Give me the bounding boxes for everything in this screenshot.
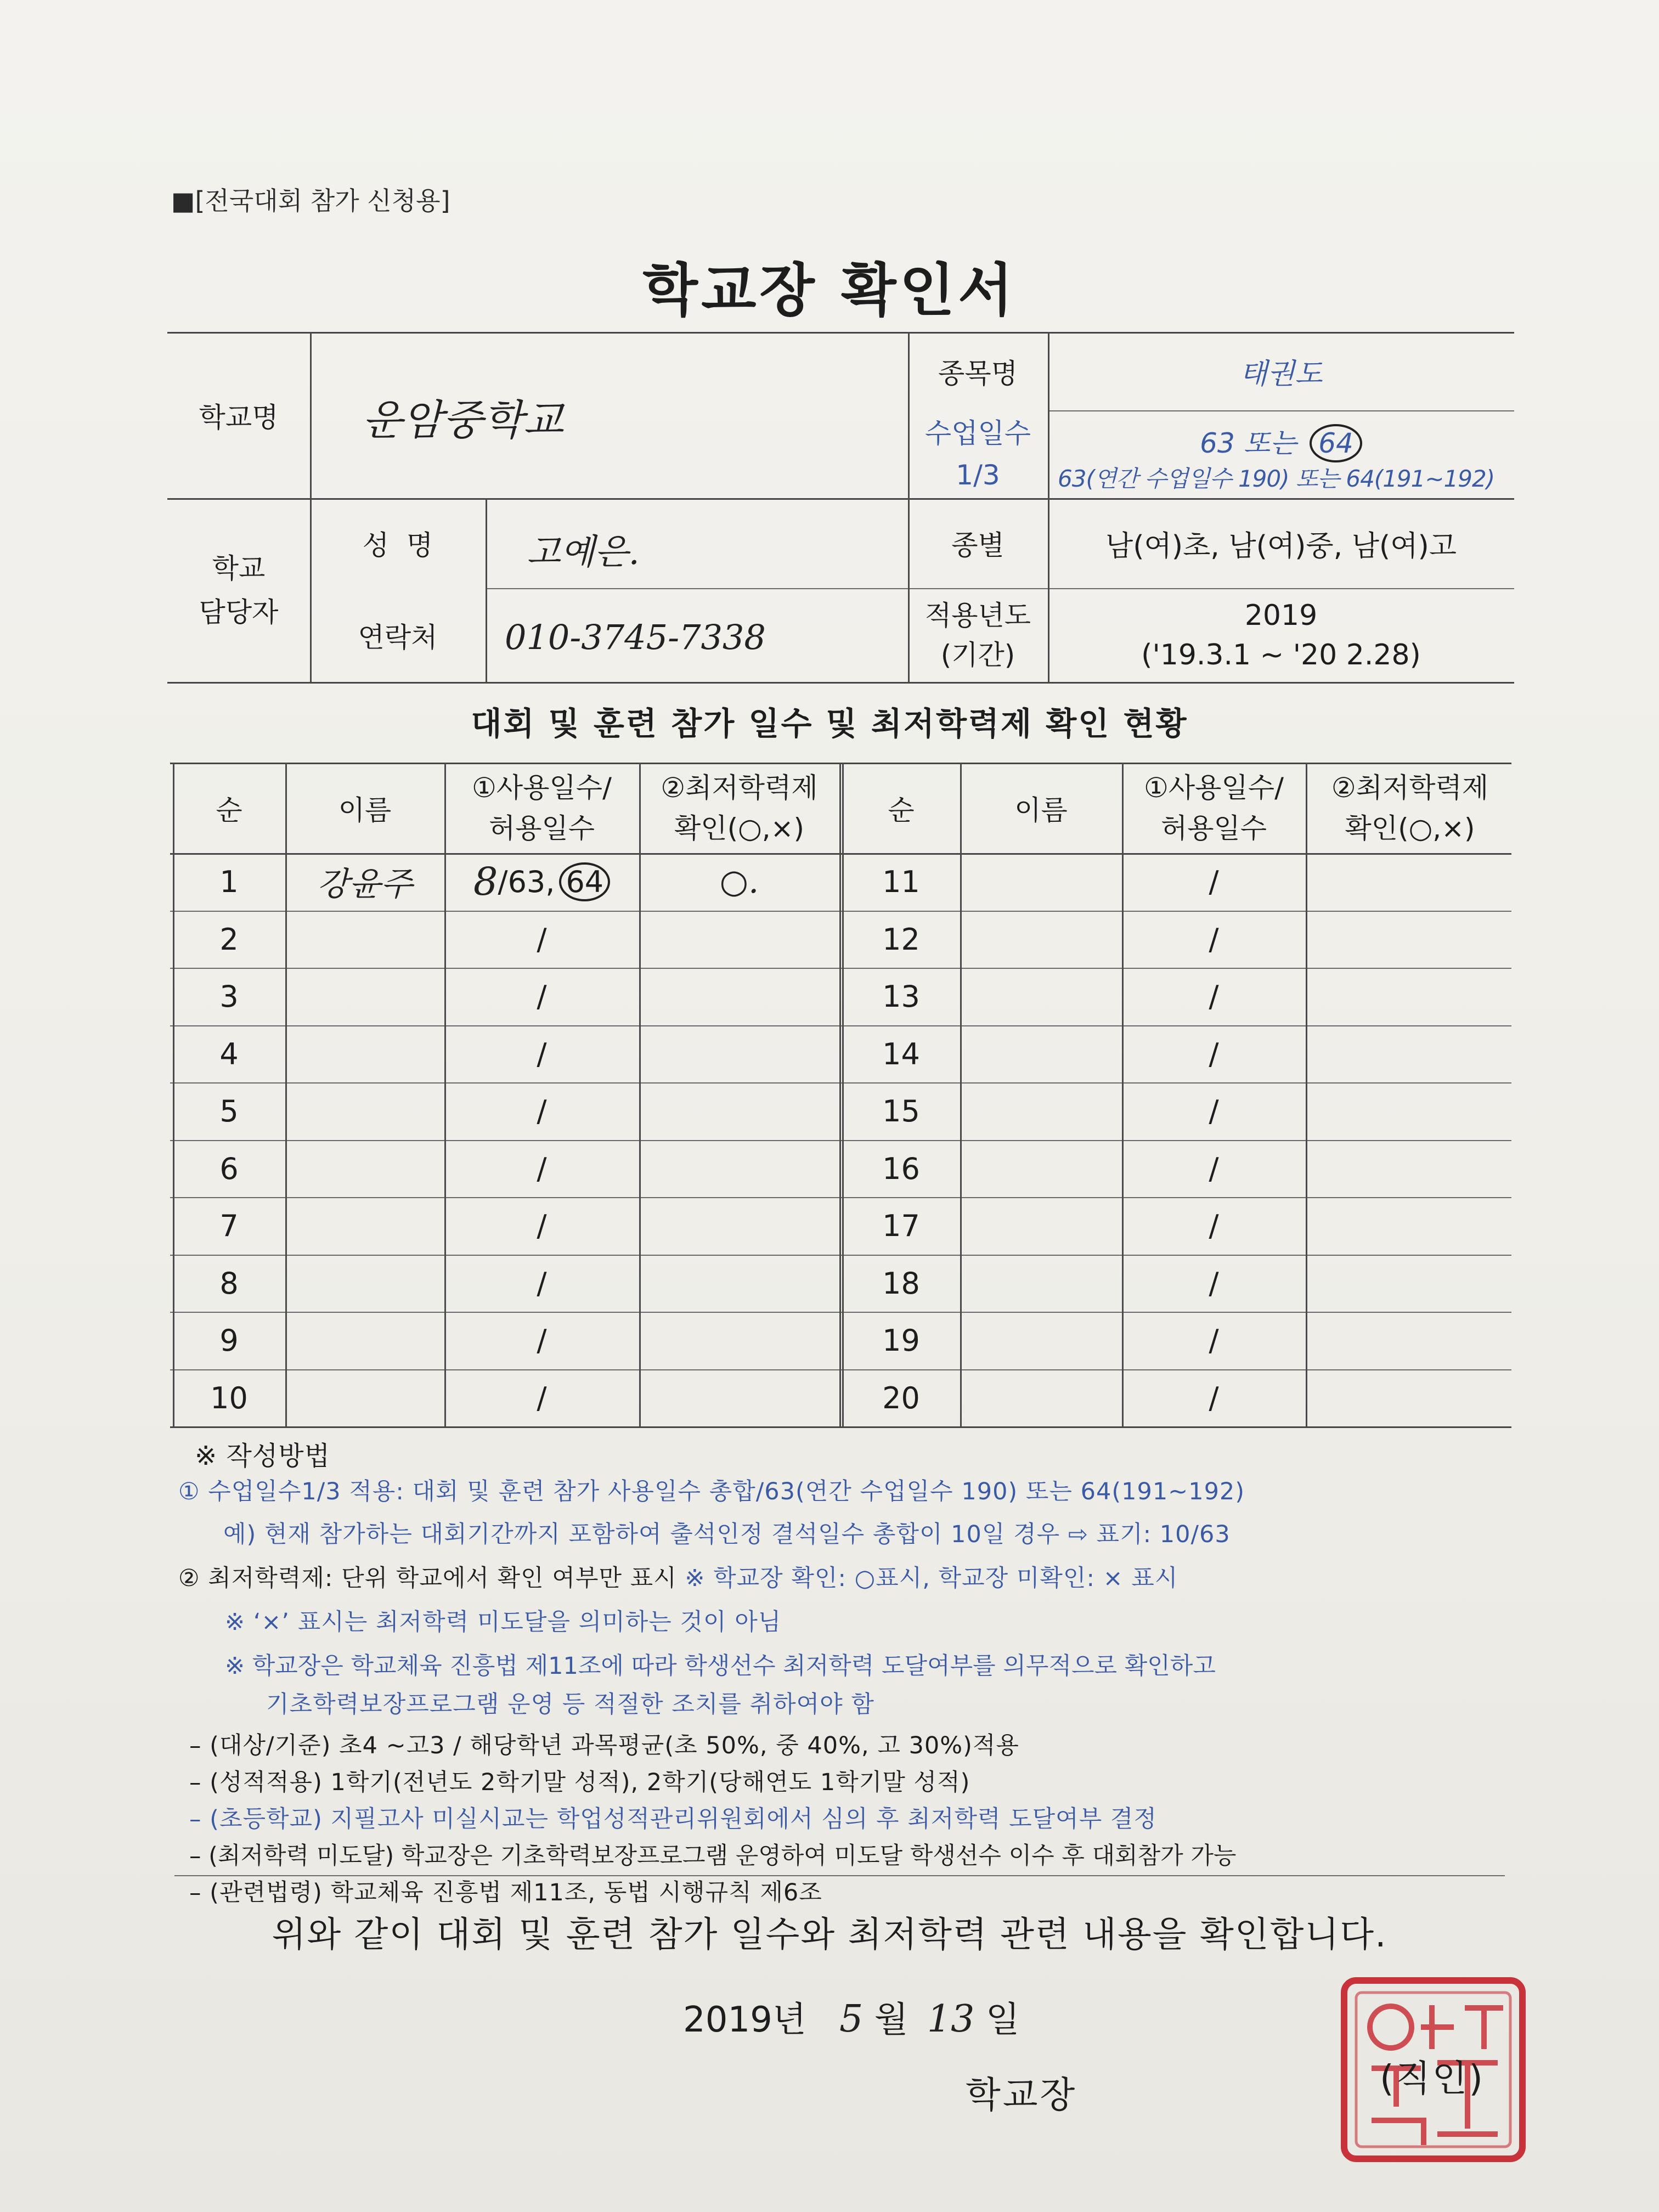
row-13-usage: / — [1209, 979, 1219, 1014]
row-1-allowed-days: /63, — [498, 864, 555, 899]
principal-label: 학교장 — [966, 2074, 1077, 2116]
row-9-name — [285, 1312, 444, 1369]
row-3-usage: / — [537, 979, 547, 1014]
row-17-name — [960, 1197, 1122, 1255]
row-7-name — [285, 1197, 444, 1255]
period-range: ('19.3.1 ~ '20 2.28) — [1141, 638, 1421, 672]
row-3-check — [639, 968, 839, 1025]
period-year: 2019 — [1244, 599, 1318, 632]
row-8-usage: / — [537, 1266, 547, 1301]
date-month-label: 월 — [874, 2000, 909, 2040]
row-7-check — [639, 1197, 839, 1255]
row-8-name — [285, 1255, 444, 1312]
row-6-usage: / — [537, 1152, 547, 1186]
table-column-rule — [839, 763, 841, 1426]
row-2-usage: / — [537, 922, 547, 957]
school-days-label-line2: 1/3 — [956, 459, 1000, 491]
row-12-usage: / — [1209, 922, 1219, 957]
row-11-usage: / — [1209, 865, 1219, 899]
row-6-no: 6 — [219, 1152, 239, 1186]
row-6-name — [285, 1140, 444, 1198]
note-line-1: ① 수업일수1/3 적용: 대회 및 훈련 참가 사용일수 총합/63(연간 수업일수 190) 또는 64(191~192) — [178, 1478, 1245, 1505]
row-14-no: 14 — [882, 1037, 920, 1071]
note-line-3 — [178, 1560, 1178, 1593]
period-label — [908, 588, 1048, 682]
contact-group-label — [167, 498, 310, 682]
row-20-usage: / — [1209, 1381, 1219, 1415]
contact-group-label-line1: 학교 — [212, 552, 266, 584]
notes-heading: ※ 작성방법 — [195, 1441, 330, 1471]
note-line-4: ※ ‘×’ 표시는 최저학력 미도달을 의미하는 것이 아님 — [225, 1609, 782, 1636]
row-5-check — [639, 1082, 839, 1140]
header-min-academic-right-line1: ②최저학력제 — [1331, 771, 1489, 804]
row-16-check — [1306, 1140, 1514, 1198]
school-days-circled-64: 64 — [1310, 424, 1362, 462]
row-3-name — [285, 968, 444, 1025]
row-16-name — [960, 1140, 1122, 1198]
row-9-usage: / — [537, 1323, 547, 1358]
header-name-right: 이름 — [1014, 794, 1068, 826]
document-title: 학교장 확인서 — [642, 257, 1017, 324]
row-1-name: 강윤주 — [317, 865, 413, 904]
header-tag: ■[전국대회 참가 신청용] — [171, 186, 450, 216]
school-days-value — [1048, 410, 1514, 498]
section-title: 대회 및 훈련 참가 일수 및 최저학력제 확인 현황 — [471, 705, 1188, 742]
row-17-check — [1306, 1197, 1514, 1255]
row-20-name — [960, 1369, 1122, 1427]
row-19-usage: / — [1209, 1323, 1219, 1358]
row-20-check — [1306, 1369, 1514, 1427]
row-19-check — [1306, 1312, 1514, 1369]
row-15-name — [960, 1082, 1122, 1140]
row-5-name — [285, 1082, 444, 1140]
note-line-3-marks: ※ 학교장 확인: ○표시, 학교장 미확인: × 표시 — [685, 1565, 1178, 1592]
row-8-check — [639, 1255, 839, 1312]
row-15-usage: / — [1209, 1094, 1219, 1128]
row-1-circled-64: 64 — [559, 862, 610, 901]
row-9-check — [639, 1312, 839, 1369]
notes-section — [178, 1435, 1517, 1906]
row-9-no: 9 — [219, 1323, 239, 1358]
header-no: 순 — [216, 794, 242, 826]
notes-divider — [174, 1875, 1505, 1876]
row-12-check — [1306, 911, 1514, 968]
row-7-no: 7 — [219, 1209, 239, 1243]
row-16-no: 16 — [882, 1152, 920, 1186]
gender-value: 남(여)초, 남(여)중, 남(여)고 — [1105, 529, 1457, 563]
row-16-usage: / — [1209, 1152, 1219, 1186]
row-20-no: 20 — [882, 1381, 920, 1415]
row-4-usage: / — [537, 1037, 547, 1071]
row-15-check — [1306, 1082, 1514, 1140]
row-3-no: 3 — [219, 979, 239, 1014]
header-min-academic-right-line2: 확인(○,×) — [1345, 812, 1475, 844]
event-label: 종목명 — [938, 357, 1018, 390]
person-name-label: 성 명 — [362, 529, 433, 561]
event-value: 태권도 — [1239, 358, 1323, 391]
header-usage-days-right — [1122, 763, 1306, 853]
row-5-usage: / — [537, 1094, 547, 1128]
row-2-no: 2 — [219, 922, 239, 957]
row-14-check — [1306, 1025, 1514, 1083]
header-name: 이름 — [338, 794, 392, 826]
header-min-academic-line1: ②최저학력제 — [661, 771, 818, 804]
school-days-label-line1: 수업일수 — [924, 417, 1031, 449]
note-line-5: ※ 학교장은 학교체육 진흥법 제11조에 따라 학생선수 최저학력 도달여부를 의무적으로 확인하고 — [225, 1652, 1216, 1680]
confirmation-text: 위와 같이 대회 및 훈련 참가 일수와 최저학력 관련 내용을 확인합니다. — [272, 1915, 1387, 1955]
phone-label: 연락처 — [358, 621, 438, 653]
row-13-no: 13 — [882, 979, 920, 1014]
seal-label: (직인) — [1380, 2057, 1485, 2100]
row-4-no: 4 — [219, 1037, 239, 1071]
row-18-no: 18 — [882, 1266, 920, 1301]
row-10-usage: / — [537, 1381, 547, 1415]
row-10-no: 10 — [210, 1381, 248, 1415]
school-days-option-text: 63 또는 — [1200, 427, 1297, 459]
issue-date — [683, 1991, 1020, 2042]
header-usage-line1: ①사용일수/ — [472, 771, 612, 804]
school-days-label — [908, 410, 1048, 498]
note-line-8: – (성적적용) 1학기(전년도 2학기말 성적), 2학기(당해연도 1학기말 성적) — [189, 1769, 970, 1796]
date-year: 2019년 — [683, 2000, 806, 2040]
school-name-value: 운암중학교 — [362, 396, 564, 444]
note-line-7: – (대상/기준) 초4 ~고3 / 해당학년 과목평균(초 50%, 중 40%, 고 30%)적용 — [189, 1732, 1019, 1759]
row-10-name — [285, 1369, 444, 1427]
row-11-no: 11 — [882, 865, 920, 899]
row-17-no: 17 — [882, 1209, 920, 1243]
date-day-label: 일 — [985, 2000, 1020, 2040]
person-name-value: 고예은. — [527, 532, 640, 573]
header-min-academic — [639, 763, 839, 853]
note-line-11: – (관련법령) 학교체육 진흥법 제11조, 동법 시행규칙 제6조 — [189, 1879, 822, 1906]
date-month-value: 5 — [839, 1997, 864, 2041]
row-12-no: 12 — [882, 922, 920, 957]
phone-value: 010-3745-7338 — [505, 617, 766, 657]
header-usage-days — [444, 763, 639, 853]
row-11-name — [960, 853, 1122, 911]
row-18-usage: / — [1209, 1266, 1219, 1301]
row-14-usage: / — [1209, 1037, 1219, 1071]
school-days-formula: 63(연간 수업일수 190) 또는 64(191~192) — [1058, 465, 1495, 492]
row-6-check — [639, 1140, 839, 1198]
row-8-no: 8 — [219, 1266, 239, 1301]
note-line-10: – (최저학력 미도달) 학교장은 기초학력보장프로그램 운영하여 미도달 학생선수 이수 후 대회참가 가능 — [189, 1842, 1237, 1870]
header-usage-line2: 허용일수 — [488, 812, 595, 844]
row-13-check — [1306, 968, 1514, 1025]
row-4-check — [639, 1025, 839, 1083]
row-15-no: 15 — [882, 1094, 920, 1128]
header-usage-right-line1: ①사용일수/ — [1144, 771, 1284, 804]
header-min-academic-right — [1306, 763, 1514, 853]
gender-label: 종별 — [951, 529, 1005, 561]
row-18-check — [1306, 1255, 1514, 1312]
row-2-check — [639, 911, 839, 968]
row-1-check: ○. — [719, 862, 759, 901]
row-1-usage — [444, 853, 639, 910]
row-18-name — [960, 1255, 1122, 1312]
row-11-check — [1306, 853, 1514, 911]
note-line-3-text: ② 최저학력제: 단위 학교에서 확인 여부만 표시 — [178, 1565, 677, 1592]
row-7-usage: / — [537, 1209, 547, 1243]
period-label-line1: 적용년도 — [924, 599, 1031, 631]
contact-group-label-line2: 담당자 — [199, 596, 279, 628]
note-line-9: – (초등학교) 지필고사 미실시교는 학업성적관리위원회에서 심의 후 최저학력 도달여부 결정 — [189, 1805, 1157, 1833]
row-19-no: 19 — [882, 1323, 920, 1358]
header-no-right: 순 — [888, 794, 915, 826]
row-12-name — [960, 911, 1122, 968]
row-2-name — [285, 911, 444, 968]
row-19-name — [960, 1312, 1122, 1369]
school-name-label: 학교명 — [199, 401, 279, 433]
row-1-no: 1 — [219, 864, 239, 899]
row-5-no: 5 — [219, 1094, 239, 1128]
header-min-academic-line2: 확인(○,×) — [674, 812, 805, 844]
row-17-usage: / — [1209, 1209, 1219, 1243]
period-value — [1048, 588, 1514, 682]
row-10-check — [639, 1369, 839, 1427]
row-14-name — [960, 1025, 1122, 1083]
note-line-6: 기초학력보장프로그램 운영 등 적절한 조치를 취하여야 함 — [266, 1691, 874, 1718]
row-13-name — [960, 968, 1122, 1025]
note-line-2: 예) 현재 참가하는 대회기간까지 포함하여 출석인정 결석일수 총합이 10일 경우 ⇨ 표기: 10/63 — [223, 1521, 1231, 1548]
row-4-name — [285, 1025, 444, 1083]
period-label-line2: (기간) — [940, 639, 1015, 671]
date-day-value: 13 — [927, 1997, 975, 2041]
row-1-used-days: 8 — [473, 859, 498, 904]
header-usage-right-line2: 허용일수 — [1160, 812, 1267, 844]
